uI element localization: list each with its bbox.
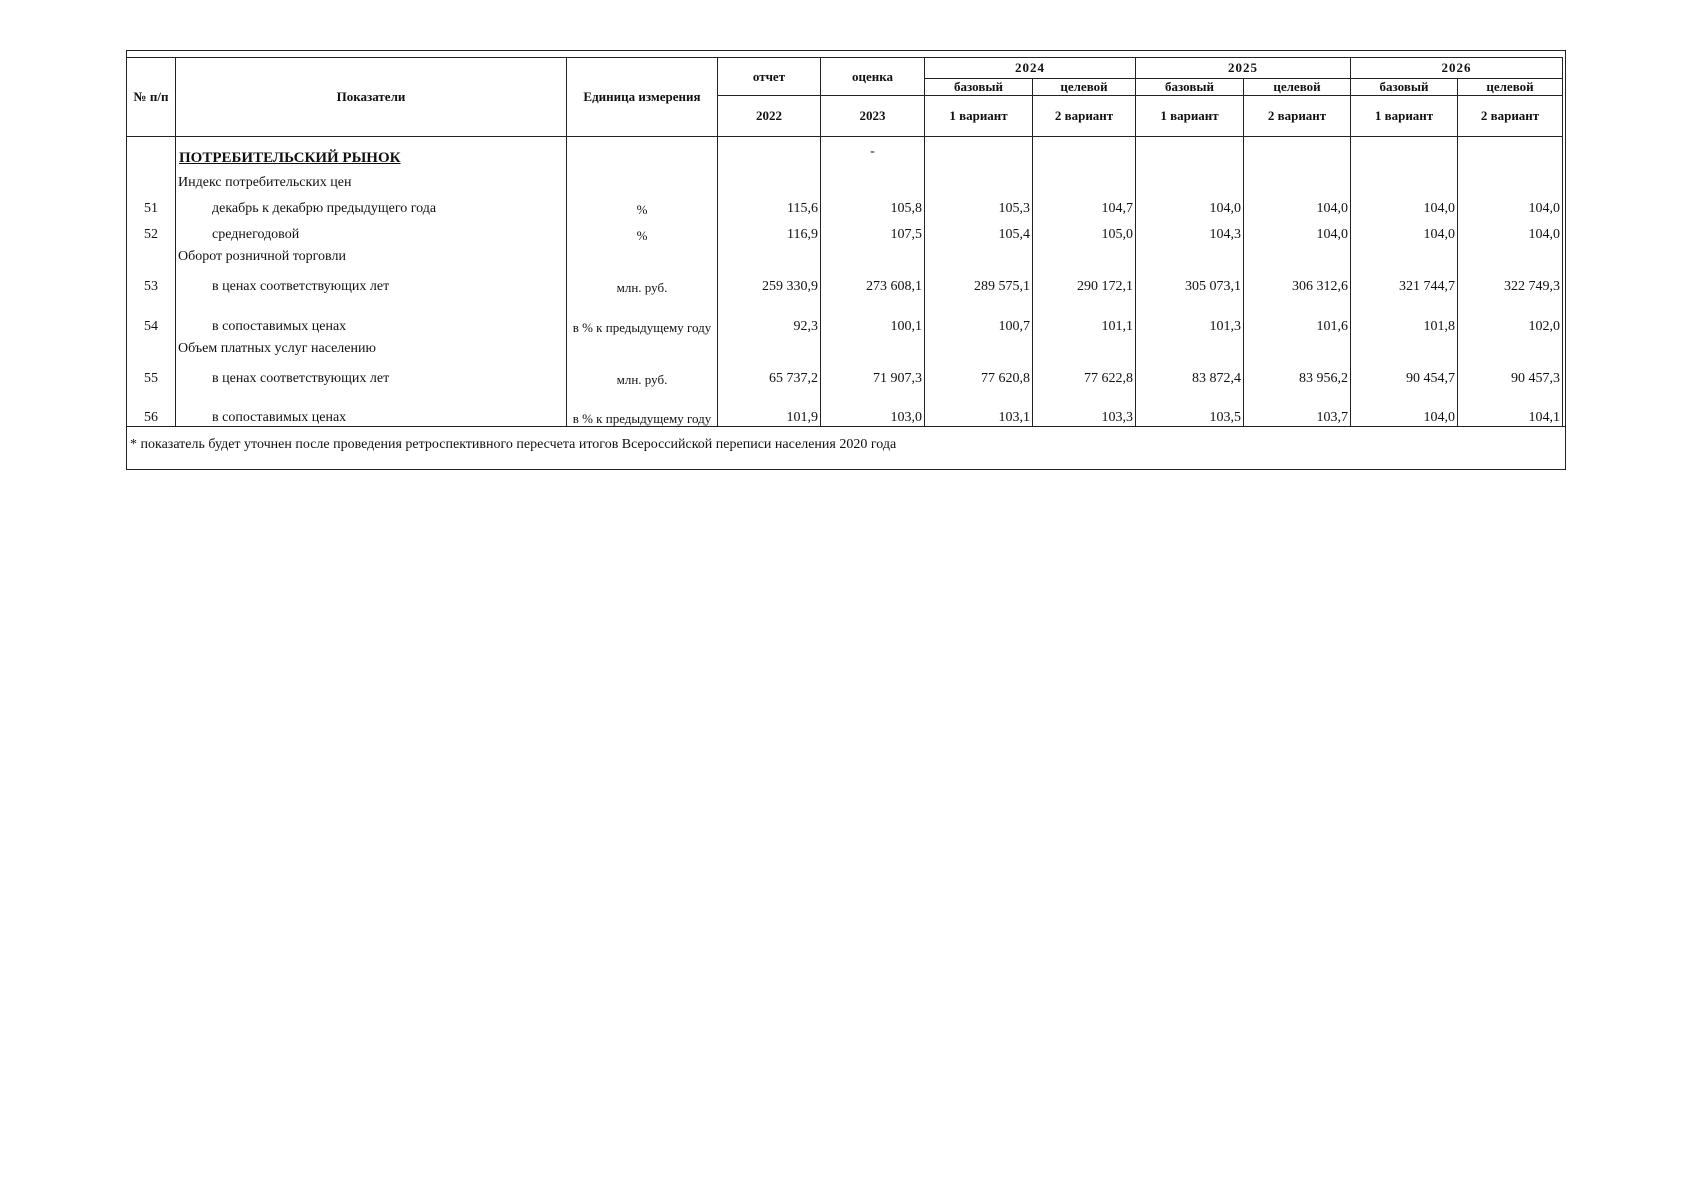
header-var1-2024: 1 вариант	[925, 96, 1033, 137]
header-var2-2026: 2 вариант	[1458, 96, 1563, 137]
header-year-2023: 2023	[821, 96, 925, 137]
empty-cell	[127, 137, 176, 167]
header-num: № п/п	[127, 58, 176, 137]
value-cell: 104,3	[1136, 217, 1244, 243]
row-label: в сопоставимых ценах	[176, 387, 567, 427]
empty-cell	[1458, 137, 1563, 167]
value-cell: 104,0	[1351, 217, 1458, 243]
row-unit: %	[567, 217, 718, 243]
value-cell: 77 622,8	[1033, 357, 1136, 387]
value-cell: 104,7	[1033, 191, 1136, 217]
value-cell: 83 872,4	[1136, 357, 1244, 387]
value-cell: 101,1	[1033, 295, 1136, 335]
row-unit: в % к предыдущему году	[567, 387, 718, 427]
value-cell: 115,6	[718, 191, 821, 217]
value-cell: 105,4	[925, 217, 1033, 243]
value-cell: 104,0	[1244, 217, 1351, 243]
empty-cell	[1136, 137, 1244, 167]
value-cell: 290 172,1	[1033, 265, 1136, 295]
value-cell: 306 312,6	[1244, 265, 1351, 295]
value-cell: 305 073,1	[1136, 265, 1244, 295]
value-cell: 102,0	[1458, 295, 1563, 335]
group-row	[127, 167, 1563, 191]
empty-cell	[567, 137, 718, 167]
table-body	[127, 137, 1563, 427]
empty-cell	[1351, 137, 1458, 167]
section-title: ПОТРЕБИТЕЛЬСКИЙ РЫНОК	[176, 137, 567, 167]
table-row	[127, 191, 1563, 217]
group-label-retail: Оборот розничной торговли	[176, 243, 567, 265]
header-var2-2025: 2 вариант	[1244, 96, 1351, 137]
header-year-2026: 2026	[1351, 58, 1563, 79]
value-cell: 105,8	[821, 191, 925, 217]
header-basic-2024: базовый	[925, 79, 1033, 96]
value-cell: 104,0	[1136, 191, 1244, 217]
value-cell: 103,5	[1136, 387, 1244, 427]
value-cell: 105,3	[925, 191, 1033, 217]
value-cell: 100,1	[821, 295, 925, 335]
value-cell: 103,3	[1033, 387, 1136, 427]
empty-cell	[925, 137, 1033, 167]
empty-cell	[718, 137, 821, 167]
row-number: 55	[127, 357, 176, 387]
value-cell: 103,1	[925, 387, 1033, 427]
group-row	[127, 243, 1563, 265]
row-unit: в % к предыдущему году	[567, 295, 718, 335]
header-target-2025: целевой	[1244, 79, 1351, 96]
row-label: в ценах соответствующих лет	[176, 357, 567, 387]
row-label: декабрь к декабрю предыдущего года	[176, 191, 567, 217]
estimate-dash: -	[821, 137, 925, 167]
row-number: 56	[127, 387, 176, 427]
table-row	[127, 295, 1563, 335]
row-unit: %	[567, 191, 718, 217]
row-number: 51	[127, 191, 176, 217]
header-basic-2025: базовый	[1136, 79, 1244, 96]
value-cell: 259 330,9	[718, 265, 821, 295]
table-row	[127, 265, 1563, 295]
value-cell: 105,0	[1033, 217, 1136, 243]
table-row	[127, 387, 1563, 427]
value-cell: 90 454,7	[1351, 357, 1458, 387]
row-unit: млн. руб.	[567, 357, 718, 387]
header-var1-2026: 1 вариант	[1351, 96, 1458, 137]
value-cell: 71 907,3	[821, 357, 925, 387]
table-header	[127, 58, 1563, 137]
value-cell: 104,0	[1351, 387, 1458, 427]
header-var2-2024: 2 вариант	[1033, 96, 1136, 137]
header-indicators: Показатели	[176, 58, 567, 137]
value-cell: 101,9	[718, 387, 821, 427]
value-cell: 103,0	[821, 387, 925, 427]
group-label-services: Объем платных услуг населению	[176, 335, 567, 357]
row-number: 53	[127, 265, 176, 295]
header-year-2022: 2022	[718, 96, 821, 137]
value-cell: 321 744,7	[1351, 265, 1458, 295]
value-cell: 104,0	[1458, 217, 1563, 243]
header-report: отчет	[718, 58, 821, 96]
value-cell: 107,5	[821, 217, 925, 243]
forecast-table	[126, 57, 1563, 427]
header-target-2024: целевой	[1033, 79, 1136, 96]
value-cell: 101,8	[1351, 295, 1458, 335]
footnote-divider	[126, 426, 1566, 427]
header-target-2026: целевой	[1458, 79, 1563, 96]
value-cell: 103,7	[1244, 387, 1351, 427]
value-cell: 273 608,1	[821, 265, 925, 295]
footnote: * показатель будет уточнен после проведения ретроспективного пересчета итогов Всероссийской переписи населения 2020 года	[130, 437, 897, 452]
value-cell: 104,1	[1458, 387, 1563, 427]
value-cell: 83 956,2	[1244, 357, 1351, 387]
row-label: в ценах соответствующих лет	[176, 265, 567, 295]
group-row	[127, 335, 1563, 357]
value-cell: 100,7	[925, 295, 1033, 335]
empty-cell	[1033, 137, 1136, 167]
value-cell: 289 575,1	[925, 265, 1033, 295]
value-cell: 116,9	[718, 217, 821, 243]
value-cell: 104,0	[1351, 191, 1458, 217]
table-row	[127, 357, 1563, 387]
value-cell: 101,3	[1136, 295, 1244, 335]
value-cell: 101,6	[1244, 295, 1351, 335]
table-row	[127, 217, 1563, 243]
header-year-2024: 2024	[925, 58, 1136, 79]
row-label: среднегодовой	[176, 217, 567, 243]
row-unit: млн. руб.	[567, 265, 718, 295]
value-cell: 322 749,3	[1458, 265, 1563, 295]
empty-cell	[1244, 137, 1351, 167]
value-cell: 77 620,8	[925, 357, 1033, 387]
value-cell: 92,3	[718, 295, 821, 335]
header-basic-2026: базовый	[1351, 79, 1458, 96]
header-unit: Единица измерения	[567, 58, 718, 137]
row-number: 52	[127, 217, 176, 243]
group-label-cpi: Индекс потребительских цен	[176, 167, 567, 191]
value-cell: 104,0	[1458, 191, 1563, 217]
row-label: в сопоставимых ценах	[176, 295, 567, 335]
value-cell: 65 737,2	[718, 357, 821, 387]
value-cell: 104,0	[1244, 191, 1351, 217]
value-cell: 90 457,3	[1458, 357, 1563, 387]
header-year-2025: 2025	[1136, 58, 1351, 79]
header-estimate: оценка	[821, 58, 925, 96]
header-var1-2025: 1 вариант	[1136, 96, 1244, 137]
row-number: 54	[127, 295, 176, 335]
